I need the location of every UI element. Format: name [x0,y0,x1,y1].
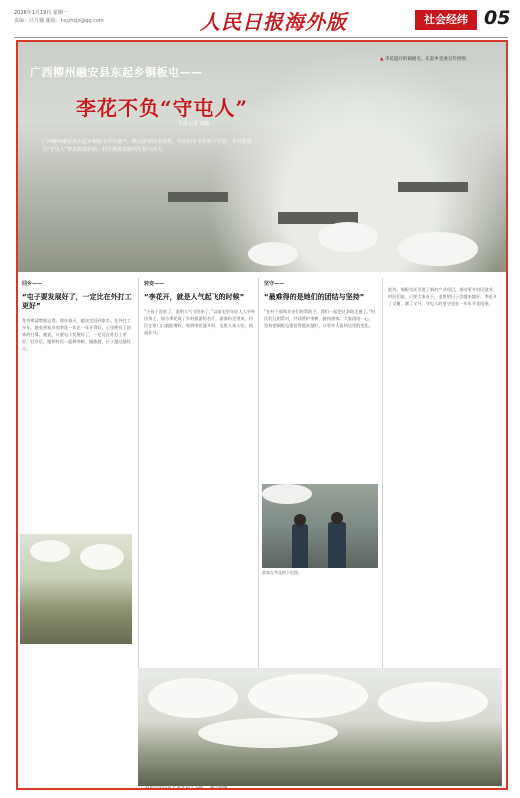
blossom-cluster [30,540,70,562]
editor-info: 责编：吕凡楠 邮箱：hsjzhsjz@qq.com [14,18,104,24]
photo-blossom-field [138,668,502,786]
column-return [22,280,134,352]
village-roof [168,192,228,202]
newspaper-logo: 人民日报海外版 [200,10,347,34]
column-change [144,280,256,336]
column-label: 回乡—— [22,281,43,287]
blossom-cluster [80,544,124,570]
photo-visitors [262,484,378,568]
person-figure [328,522,346,568]
column-label: 坚守—— [264,281,285,287]
masthead [0,0,520,40]
masthead-divider [14,37,508,38]
blossom-cluster [148,678,238,718]
article-frame [16,40,508,790]
bottom-photo-caption-text: 铜板屯的村民在李花树下合影。 龚宗辉摄 [144,787,228,790]
blossom-cluster [198,718,338,748]
article-byline: 本报记者 刘毅 [178,121,210,127]
column-body: “小孩子回来了，说明人气又回来了。”以前屯里年轻人大多外出务工，如今李花成了乡村旅游的名片，游客纷至沓来，村民在家门口就能增收。每到李花盛开时，屯里人来人往，热闹非凡。 [144,309,256,335]
column-continued [388,280,500,307]
bottom-photo-caption [140,786,227,790]
column-label: 转变—— [144,281,165,287]
person-figure [292,524,308,568]
person-head [331,512,343,524]
column-body: 龙寿琪清楚地记得，那年春天，她决定回到家乡。在外打工多年，她看到家乡的李花一年比一年开得好，心里便有了回来的打算。她说，只要屯子发展好了，一定比在外打工更好。回乡后，她和村民一起种李树、搞旅游，日子越过越红火。 [22,318,131,351]
blossom-cluster [378,682,488,722]
blossom-cluster [318,222,378,252]
issue-date: 2026年1月19日 星期一 [14,10,68,16]
hero-photo [18,42,506,272]
caption-marker-icon: ▲ [380,57,385,62]
column-persist [264,280,376,329]
column-subhead: “屯子要发展好了，一定比在外打工更好” [22,293,132,310]
blossom-cluster [262,484,312,504]
blossom-cluster [248,242,298,266]
article-lead: 广西柳州融安县东起乡铜板屯李花盛开，吸引游客前来观赏。村民们在李花树下忙碌，乡村旅游为“守屯人”带来致富新路，村庄焕发出新的生机与活力。 [42,139,253,153]
blossom-cluster [398,232,478,266]
column-body: “在村干部和乡亲们的帮助下，我们一起把这条路走通了。”村民们互相帮衬，共同管护李树、接待游客。大家团结一心，坚持把铜板屯建设得越来越好，让更多人看到这里的变化。 [264,309,376,328]
photo-village-road [20,534,132,644]
article-title: 李花不负“守屯人” [76,96,249,120]
column-subhead: “最难得的是她们的团结与坚持” [264,293,365,301]
section-badge: 社会经纬 [415,10,477,30]
column-subhead: “李花开，就是人气起飞的时候” [144,293,245,301]
column-body: 此外，铜板屯还引进了新的产业项目，带动更多村民就业。村民们说，只要大家肯干，屯里的日子会越来越好。李花开了又谢，谢了又开，守屯人的坚守也在一年年开花结果。 [388,287,497,306]
caption-marker-icon: ▲ [140,787,145,790]
blossom-cluster [248,674,368,718]
hero-caption [380,56,500,63]
middle-photo-caption: 游客在李花树下拍照。 [262,570,302,575]
village-roof [398,182,468,192]
article-kicker: 广西柳州融安县东起乡铜板屯—— [30,66,203,79]
person-head [294,514,306,526]
hero-caption-text: 李花盛开的铜板屯。东起乡党委宣传供图 [384,57,466,62]
page-number: 05 [484,7,511,29]
